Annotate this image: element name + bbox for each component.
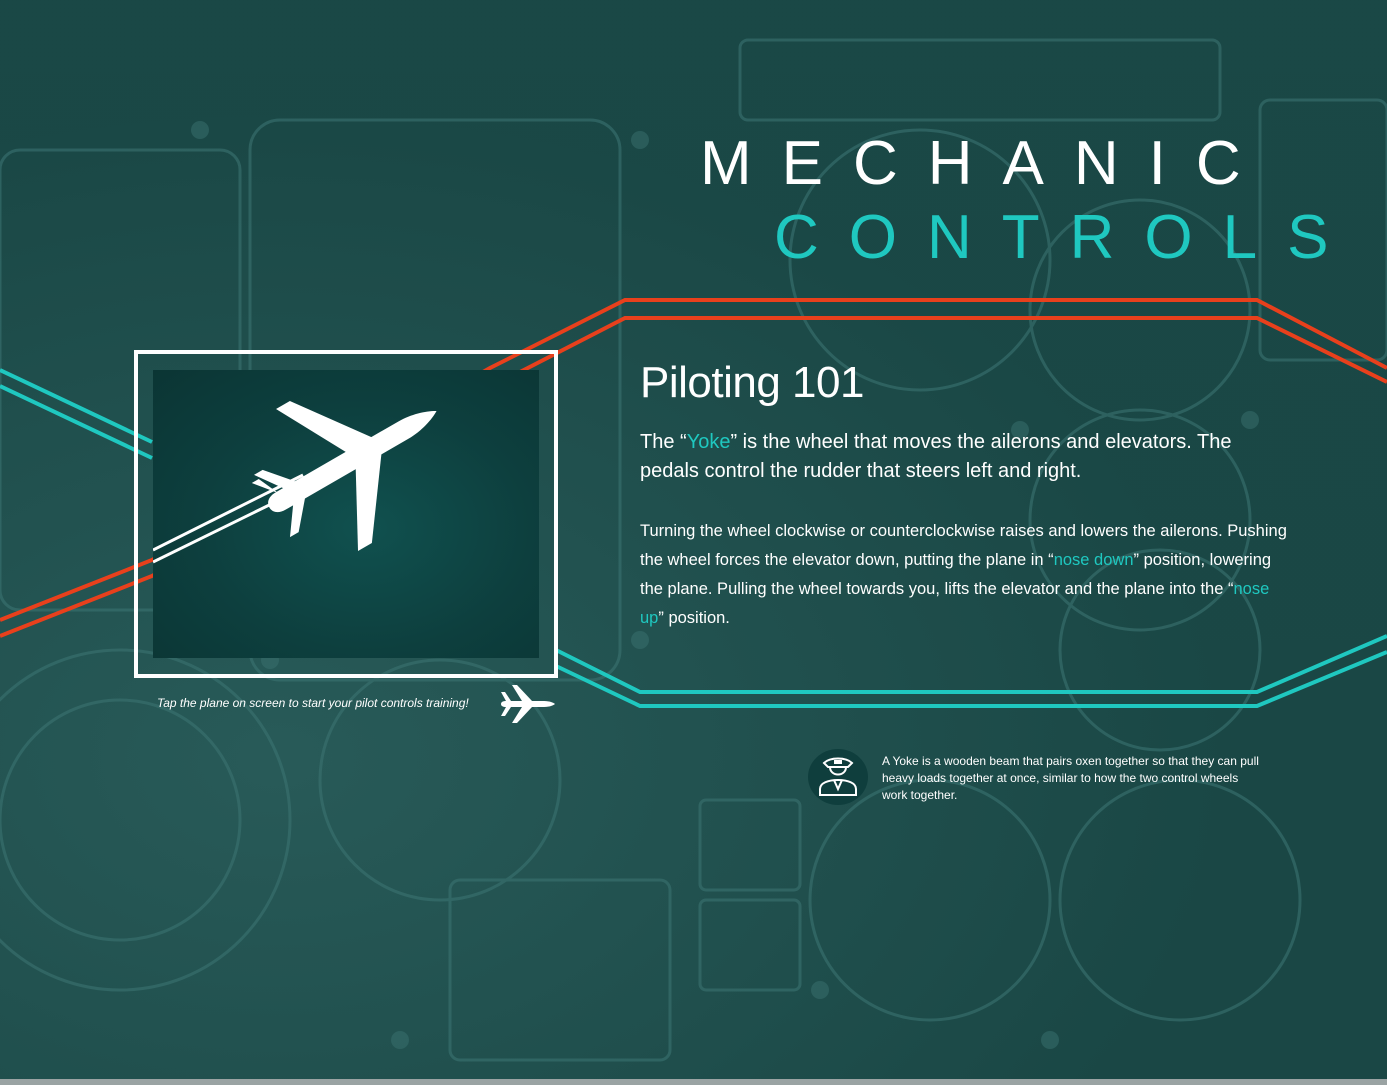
yoke-highlight: Yoke (686, 431, 731, 453)
nose-up-highlight: nose up (640, 580, 1270, 627)
intro-text-before: The “ (640, 431, 687, 453)
small-airplane-icon[interactable] (498, 683, 556, 725)
title-line-mechanic: MECHANIC (700, 129, 1271, 198)
section-heading: Piloting 101 (640, 358, 864, 407)
pilot-badge (808, 749, 868, 805)
body-paragraph (640, 517, 1290, 633)
yoke-note: A Yoke is a wooden beam that pairs oxen together so that they can pull heavy loads together at once, similar to how the two control wheels work together. (882, 754, 1259, 802)
nose-down-highlight: nose down (1053, 551, 1134, 569)
body-text-part1: Turning the wheel clockwise or counterclockwise raises and lowers the ailerons. Pushing the wheel forces the elevator down, putting the plane in “ (640, 522, 1287, 569)
pilot-icon (808, 749, 868, 805)
bottom-strip (0, 1079, 1387, 1085)
intro-paragraph (640, 428, 1280, 486)
airplane-icon[interactable] (153, 370, 539, 658)
body-text-part2: ” position, lowering the plane. Pulling the wheel towards you, lifts the elevator and the plane into the “ (640, 551, 1272, 598)
intro-text-after: ” is the wheel that moves the ailerons and elevators. The pedals control the rudder that steers left and right. (640, 431, 1232, 482)
body-text-part3: ” position. (658, 609, 730, 627)
start-training-plane-panel[interactable] (153, 370, 539, 658)
title-line-controls: CONTROLS (774, 203, 1359, 272)
plane-caption: Tap the plane on screen to start your pilot controls training! (157, 696, 469, 710)
